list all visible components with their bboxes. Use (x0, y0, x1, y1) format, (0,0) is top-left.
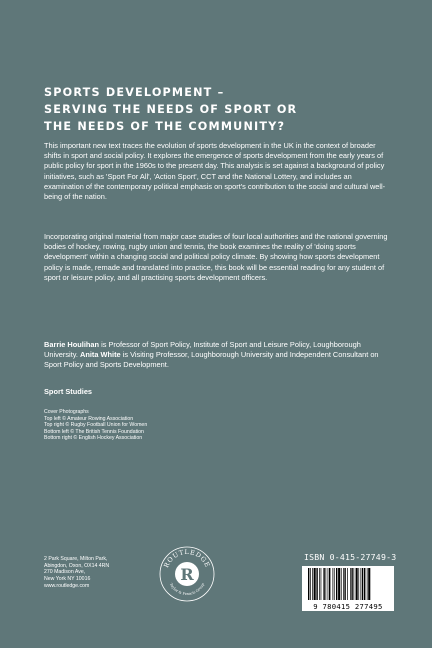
author-1-bio: is Professor of Sport Policy, Institute of Sport and Leisure Policy, Loughborough University. (44, 340, 361, 360)
address-line: 270 Madison Ave, (44, 569, 86, 576)
barcode-bar (312, 568, 313, 600)
barcode-bar (341, 568, 342, 600)
photo-credit-line: Top left © Amateur Rowing Association (44, 415, 134, 422)
barcode-bar (361, 568, 362, 600)
publisher-url: www.routledge.com (44, 582, 90, 589)
barcode-bar (350, 568, 351, 600)
barcode-bar (314, 568, 316, 600)
author-1-name: Barrie Houlihan (44, 340, 100, 349)
photo-credits-heading: Cover Photographs (44, 409, 89, 415)
svg-text:R: R (180, 565, 194, 584)
barcode-bar (326, 568, 327, 600)
photo-credit-line: Bottom left © The British Tennis Foundation (44, 428, 144, 435)
photo-credit-line: Top right © Rugby Football Union for Women (44, 422, 148, 429)
photo-credit-line: Bottom right © English Hockey Association (44, 435, 143, 442)
barcode-bar (354, 568, 355, 600)
headline (44, 84, 394, 135)
description-paragraph-1: This important new text traces the evolution of sports development in the UK in the context of broader shifts in sport and social policy. It explores the emergence of sports development from the early years of public policy for sport in the 1960s to the present day. This analysis is set against a background of policy initiatives, such as 'Sport For All', 'Action Sport', CCT and the National Lottery, and includes an examination of the contemporary political emphasis on sport's contribution to the social and cultural well-being of the nation. (44, 141, 386, 202)
barcode-bar (333, 568, 334, 600)
barcode-bars-icon (302, 566, 394, 602)
isbn-barcode-block (302, 552, 397, 611)
address-line: Abingdon, Oxon, OX14 4RN (44, 562, 110, 569)
headline-line-2: SERVING THE NEEDS OF SPORT OR (44, 103, 298, 116)
description-paragraph-2: Incorporating original material from major case studies of four local authorities and the national governing bodies of hockey, rowing, rugby union and tennis, the book examines the reality of 'doing sports development' within a changing social and political policy climate. By showing how sports development policy is made, remade and translated into practice, this book will be essential reading for any student of sport or leisure policy, and all practising sports development officers. (44, 232, 388, 282)
barcode-bar (310, 568, 311, 600)
barcode-bar (329, 568, 330, 600)
barcode-bar (362, 568, 363, 600)
barcode-bar (308, 568, 309, 600)
author-bios (44, 340, 392, 371)
author-2-bio: is Visiting Professor, Loughborough University and Independent Consultant on Sport Policy and Sports Development. (44, 350, 379, 370)
barcode-bar (356, 568, 358, 600)
svg-text:Taylor & Francis Group: Taylor & Francis Group (168, 582, 206, 597)
isbn-digits: 9 780415 277495 (302, 602, 394, 611)
isbn-label: ISBN 0-415-27749-3 (304, 552, 397, 562)
barcode-bar (351, 568, 352, 600)
barcode-bar (343, 568, 344, 600)
barcode-bar (334, 568, 335, 600)
barcode-bar (347, 568, 348, 600)
svg-text:ROUTLEDGE: ROUTLEDGE (162, 547, 212, 569)
barcode-bar (367, 568, 368, 600)
barcode-bar (323, 568, 324, 600)
routledge-logo-icon (158, 545, 216, 603)
barcode-bar (344, 568, 345, 600)
barcode-bar (336, 568, 337, 600)
publisher-address (44, 556, 154, 590)
barcode-bar (319, 568, 320, 600)
barcode-bar (364, 568, 365, 600)
photo-credits (44, 409, 344, 442)
barcode-bar (328, 568, 329, 600)
barcode-bar (338, 568, 340, 600)
barcode (302, 566, 394, 610)
barcode-bar (316, 568, 317, 600)
barcode-bar (368, 568, 370, 600)
series-label: Sport Studies (44, 387, 93, 396)
headline-line-1: SPORTS DEVELOPMENT – (44, 86, 225, 99)
headline-line-3: THE NEEDS OF THE COMMUNITY? (44, 120, 286, 133)
address-line: New York NY 10016 (44, 576, 91, 583)
address-line: 2 Park Square, Milton Park, (44, 556, 108, 562)
barcode-bar (358, 568, 359, 600)
author-2-name: Anita White (80, 350, 121, 360)
barcode-bar (321, 568, 322, 600)
